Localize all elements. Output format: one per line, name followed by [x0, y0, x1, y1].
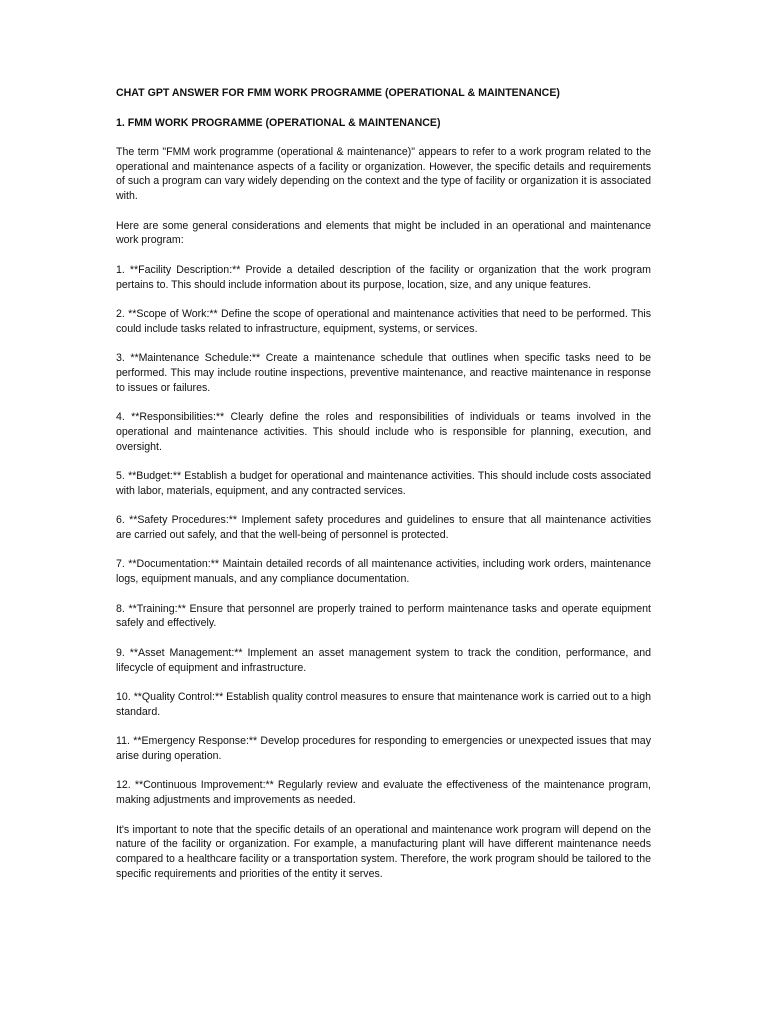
list-item-emergency-response: 11. **Emergency Response:** Develop procedures for responding to emergencies or unexpected issues that may arise during operation.: [116, 735, 651, 762]
lead-in-paragraph: Here are some general considerations and elements that might be included in an operational and maintenance work program:: [116, 219, 651, 247]
list-item-maintenance-schedule: 3. **Maintenance Schedule:** Create a maintenance schedule that outlines when specific tasks need to be performed. This may include routine inspections, preventive maintenance, and reactive maintenance in response to issues or failures.: [116, 352, 651, 394]
list-item-quality-control: 10. **Quality Control:** Establish quality control measures to ensure that maintenance work is carried out to a high standard.: [116, 691, 651, 718]
list-item-training: 8. **Training:** Ensure that personnel are properly trained to perform maintenance tasks and operate equipment safely and effectively.: [116, 602, 651, 630]
conclusion-paragraph: It's important to note that the specific details of an operational and maintenance work program will depend on the nature of the facility or organization. For example, a manufacturing plant will have different maintenance needs compared to a healthcare facility or a transportation system. Therefore, the work program should be tailored to the specific requirements and priorities of the entity it serves.: [116, 823, 651, 880]
section-heading: 1. FMM WORK PROGRAMME (OPERATIONAL & MAINTENANCE): [116, 116, 441, 129]
intro-paragraph: The term "FMM work programme (operational & maintenance)" appears to refer to a work program related to the operational and maintenance aspects of a facility or organization. However, the specific details and requirements of such a program can vary widely depending on the context and the type of facility or organization it is associated with.: [116, 146, 651, 203]
list-item-scope-of-work: 2. **Scope of Work:** Define the scope of operational and maintenance activities that need to be performed. This could include tasks related to infrastructure, equipment, systems, or services.: [116, 308, 651, 335]
document-page: [116, 86, 651, 881]
document-title: CHAT GPT ANSWER FOR FMM WORK PROGRAMME (OPERATIONAL & MAINTENANCE): [116, 87, 560, 99]
list-item-asset-management: 9. **Asset Management:** Implement an asset management system to track the condition, performance, and lifecycle of equipment and infrastructure.: [116, 646, 651, 674]
list-item-documentation: 7. **Documentation:** Maintain detailed records of all maintenance activities, including work orders, maintenance logs, equipment manuals, and any compliance documentation.: [116, 558, 651, 586]
list-item-safety-procedures: 6. **Safety Procedures:** Implement safety procedures and guidelines to ensure that all maintenance activities are carried out safely, and that the well-being of personnel is protected.: [116, 514, 651, 541]
considerations-list: [116, 263, 651, 808]
list-item-budget: 5. **Budget:** Establish a budget for operational and maintenance activities. This should include costs associated with labor, materials, equipment, and any contracted services.: [116, 470, 651, 497]
list-item-responsibilities: 4. **Responsibilities:** Clearly define the roles and responsibilities of individuals or teams involved in the operational and maintenance activities. This should include who is responsible for planning, execution, and oversight.: [116, 411, 651, 453]
list-item-continuous-improvement: 12. **Continuous Improvement:** Regularly review and evaluate the effectiveness of the maintenance program, making adjustments and improvements as needed.: [116, 779, 651, 807]
list-item-facility-description: 1. **Facility Description:** Provide a detailed description of the facility or organization that the work program pertains to. This should include information about its purpose, location, size, and any unique features.: [116, 263, 651, 291]
